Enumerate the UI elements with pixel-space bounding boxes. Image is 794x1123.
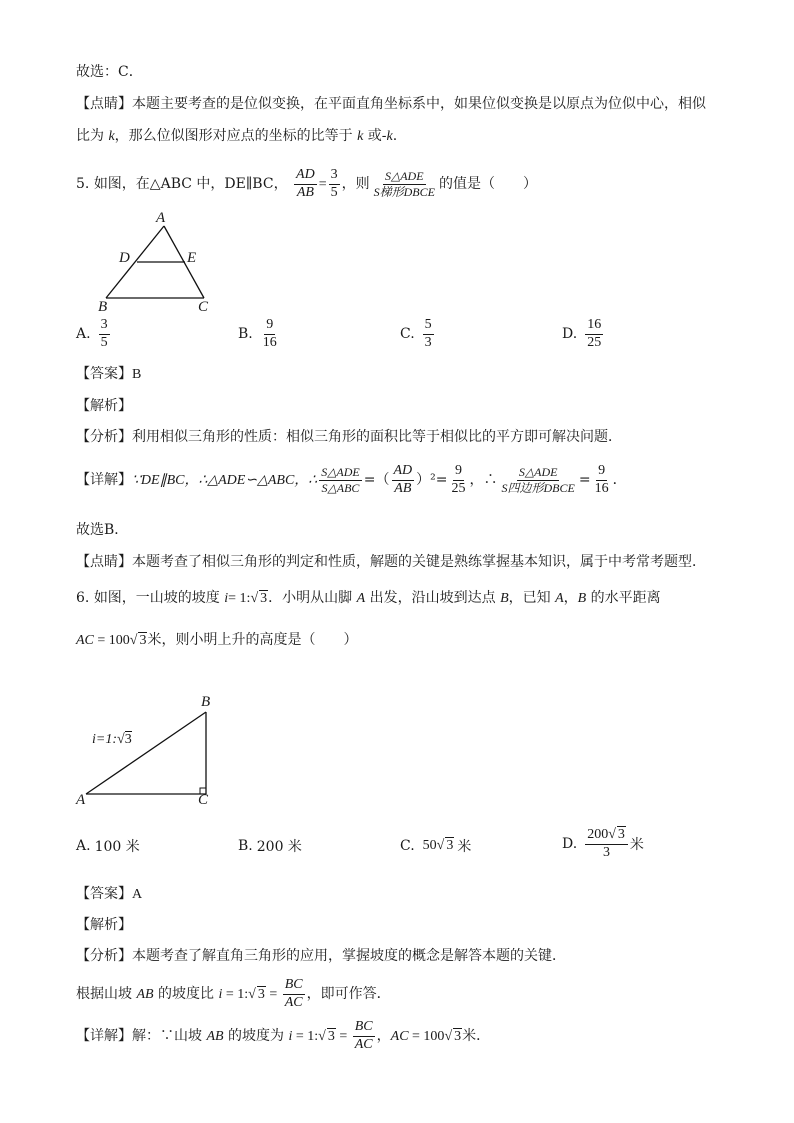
- q5-analysis-tag: 【解析】: [76, 398, 132, 414]
- q5-answer: 【答案】B: [76, 366, 142, 382]
- comment-text: 比为: [76, 128, 109, 144]
- option-d[interactable]: D. $\frac{200√ 3}{3}$ 米: [562, 827, 644, 860]
- q6-analysis-tag: 【解析】: [76, 917, 132, 933]
- slope-figure: [76, 694, 236, 814]
- comment-tag: 【点睛】: [76, 96, 132, 112]
- option-c[interactable]: C. 50 √ 3 米: [400, 838, 472, 855]
- comment-text: ，那么位似图形对应点的坐标的比等于: [114, 128, 358, 144]
- option-a[interactable]: A. $\frac{3}{5}$: [76, 317, 108, 350]
- label-a: A: [76, 792, 86, 808]
- fraction-3-5: $\frac{3}{5}$: [330, 167, 338, 200]
- q6-answer: 【答案】A: [76, 886, 143, 902]
- option-c[interactable]: C. $\frac{5}{3}$: [400, 317, 432, 350]
- right-triangle-diagram: [76, 694, 236, 814]
- option-b[interactable]: B. $\frac{9}{16}$: [238, 317, 277, 350]
- label-c: C: [198, 792, 209, 808]
- q6-stem-line1: 6. 如图，一山坡的坡度 i= 1:√ 3．小明从山脚 A 出发，沿山坡到达点 B，已知 A，B 的水平距离: [76, 588, 661, 609]
- q4-comment-line1: [76, 94, 706, 114]
- q5-comment: 【点睛】本题考查了相似三角形的判定和性质，解题的关键是熟练掌握基本知识，属于中考常考题型．: [76, 554, 706, 570]
- option-b[interactable]: B. 200 米: [238, 838, 302, 855]
- q6-stem-line2: AC = 100√ 3米，则小明上升的高度是（ ）: [76, 632, 358, 648]
- q5-choice: 故选B．: [76, 522, 129, 538]
- sqrt-symbol: √ 3: [250, 591, 268, 606]
- label-a: A: [156, 210, 166, 226]
- option-a[interactable]: A. 100 米: [76, 838, 140, 855]
- fraction-ad-ab: $\frac{AD}{AB}$: [296, 167, 315, 200]
- question-number: 6.: [76, 590, 90, 606]
- q5-fenxi: 【分析】利用相似三角形的性质：相似三角形的面积比等于相似比的平方即可解决问题．: [76, 429, 622, 445]
- comment-text: .: [392, 128, 398, 144]
- label-c: C: [198, 299, 209, 315]
- q6-fenxi: 【分析】本题考查了解直角三角形的应用，掌握坡度的概念是解答本题的关键．: [76, 948, 566, 964]
- q5-xiangjie: 【详解】∵DE∥BC，∴△ADE∽△ABC，∴ $\frac{\text{S△ADE}}{\text{S△ABC}}$ =（ $\frac{AD}{AB}$ ）²= $\frac{9}{25}$ ，∴ $\frac{\text{S△ADE}}{\text{S四边形DBCE}}$ = $\frac{9}{16}$ ．: [76, 463, 627, 496]
- option-d[interactable]: D. $\frac{16}{25}$: [562, 317, 602, 350]
- comment-text: 或-: [363, 128, 387, 144]
- q6-xiangjie: 【详解】解：∵山坡 AB 的坡度为 i = 1:√ 3 = $\frac{BC}{AC}$ ，AC = 100√ 3米．: [76, 1019, 491, 1052]
- stem-text: 如图，在△ABC 中，DE∥BC，: [93, 176, 288, 193]
- slope-label: i=1:√3: [92, 732, 132, 747]
- comment-text: 本题主要考查的是位似变换，在平面直角坐标系中，如果位似变换是以原点为位似中心，相似: [132, 96, 706, 112]
- var-k: k: [108, 129, 115, 144]
- triangle-figure: [92, 210, 222, 319]
- area-ratio-fraction: $\frac{\text{S△ADE}}{\text{S梯形DBCE}}$: [373, 169, 435, 199]
- q4-choice: 故选：C．: [76, 64, 143, 80]
- var-k: k: [386, 129, 393, 144]
- label-e: E: [187, 250, 197, 266]
- q6-basis: 根据山坡 AB 的坡度比 i = 1:√ 3 = $\frac{BC}{AC}$ ，即可作答．: [76, 977, 391, 1010]
- label-b: B: [201, 694, 211, 710]
- question-number: 5.: [76, 176, 90, 193]
- label-b: B: [98, 299, 108, 315]
- q5-stem: 5. 如图，在△ABC 中，DE∥BC， $\frac{AD}{AB}$ = $\frac{3}{5}$ ，则 $\frac{\text{S△ADE}}{\text{S梯形DBCE}}$ 的值是（ ）: [76, 167, 537, 200]
- q4-comment-line2: [76, 126, 397, 147]
- label-d: D: [119, 250, 130, 266]
- var-k: k: [357, 129, 364, 144]
